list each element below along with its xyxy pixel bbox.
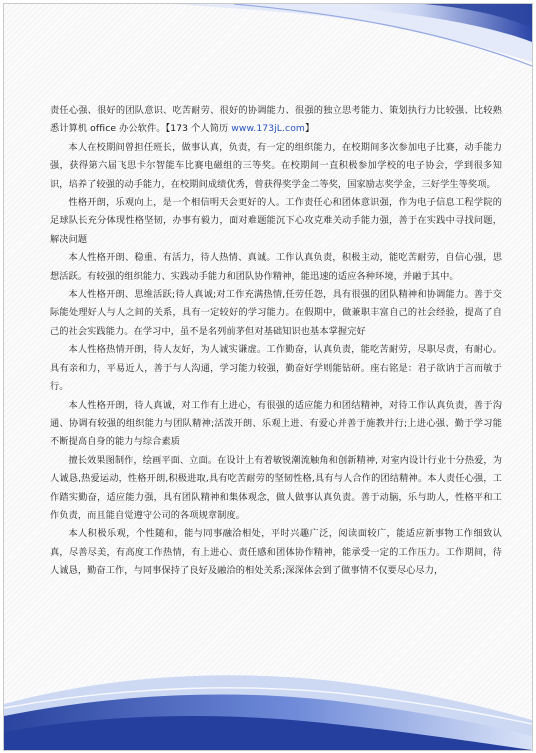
paragraph-5: 本人性格热情开朗，待人友好，为人诚实谦虚。工作勤奋，认真负责，能吃苦耐劳，尽职尽责，有耐心。具有亲和力，平易近人，善于与人沟通，学习能力较强，勤奋好学则能钻研。座右铭是：君子欲讷于言而敏于行。 (50, 344, 502, 393)
intro-paragraph (50, 102, 502, 139)
paragraph-3: 本人性格开朗、稳重、有活力，待人热情、真诚。工作认真负责，积极主动，能吃苦耐劳，自信心强，思想活跃。有较强的组织能力、实践动手能力和团队协作精神，能迅速的适应各种环境，并融于其中。 (50, 252, 502, 282)
site-link[interactable]: www.173jL.com (231, 123, 305, 135)
credit-open: 【173 个人简历 (165, 123, 232, 135)
paragraph-1: 本人在校期间曾担任班长，做事认真，负责，有一定的组织能力，在校期间多次参加电子比赛，动手能力强，获得第六届飞思卡尔智能车比赛电磁组的三等奖。在校期间一直积极参加学校的电子协会，学到很多知识，培养了较强的动手能力，在校期间成绩优秀，曾获得奖学金二等奖，国家励志奖学金，三好学生等奖项。 (50, 141, 502, 190)
document-page (3, 3, 533, 751)
intro-text: 责任心强、很好的团队意识、吃苦耐劳、很好的协调能力、很强的独立思考能力、策划执行力比较强、比较熟悉计算机 office 办公软件。 (50, 105, 502, 135)
paragraph-2: 性格开朗，乐观向上，是一个相信明天会更好的人。工作责任心和团体意识强，作为电子信息工程学院的足球队长充分体现性格坚韧，办事有毅力，面对难题能沉下心攻克难关动手能力强，善于在实践中寻找问题，解决问题 (50, 197, 502, 245)
paragraph-8: 本人积极乐观，个性随和，能与同事融洽相处，平时兴趣广泛，阅读面较广，能适应新事物工作细致认真，尽善尽美，有高度工作热情，有上进心、责任感和团体协作精神，能承受一定的工作压力。工作期间，待人诚恳，勤奋工作，与同事保持了良好及融洽的相处关系;深深体会到了做事情不仅要尽心尽力， (50, 528, 502, 577)
paragraph-4: 本人性格开朗、思维活跃;待人真诚;对工作充满热情,任劳任怨，具有很强的团队精神和协调能力。善于交际能处理好人与人之间的关系，具有一定较好的学习能力。在假期中，做兼职丰富自己的社会经验，提高了自己的社会实践能力。在学习中，虽不是名列前茅但对基础知识也基本掌握完好 (50, 289, 502, 337)
credit-close: 】 (304, 123, 315, 135)
paragraph-6: 本人性格开朗，待人真诚，对工作有上进心，有很强的适应能力和团结精神，对待工作认真负责，善于沟通、协调有较强的组织能力与团队精神;活泼开朗、乐观上进、有爱心并善于施教并行;上进心强、勤于学习能不断提高自身的能力与综合素质 (50, 399, 502, 448)
resume-text (50, 102, 502, 581)
paragraph-7: 擅长效果图制作，绘画平面、立面。在设计上有着敏锐潮流触角和创新精神, 对室内设计行业十分热爱，为人诚恳,热爱运动，性格开朗,积极进取,具有吃苦耐劳的坚韧性格,具有与人合作的团结精神。本人责任心强，工作踏实勤奋，适应能力强，具有团队精神和集体观念，做人做事认真负责。善于动脑，乐与助人，性格平和工作负责，而且能自觉遵守公司的各项规章制度。 (50, 454, 502, 521)
